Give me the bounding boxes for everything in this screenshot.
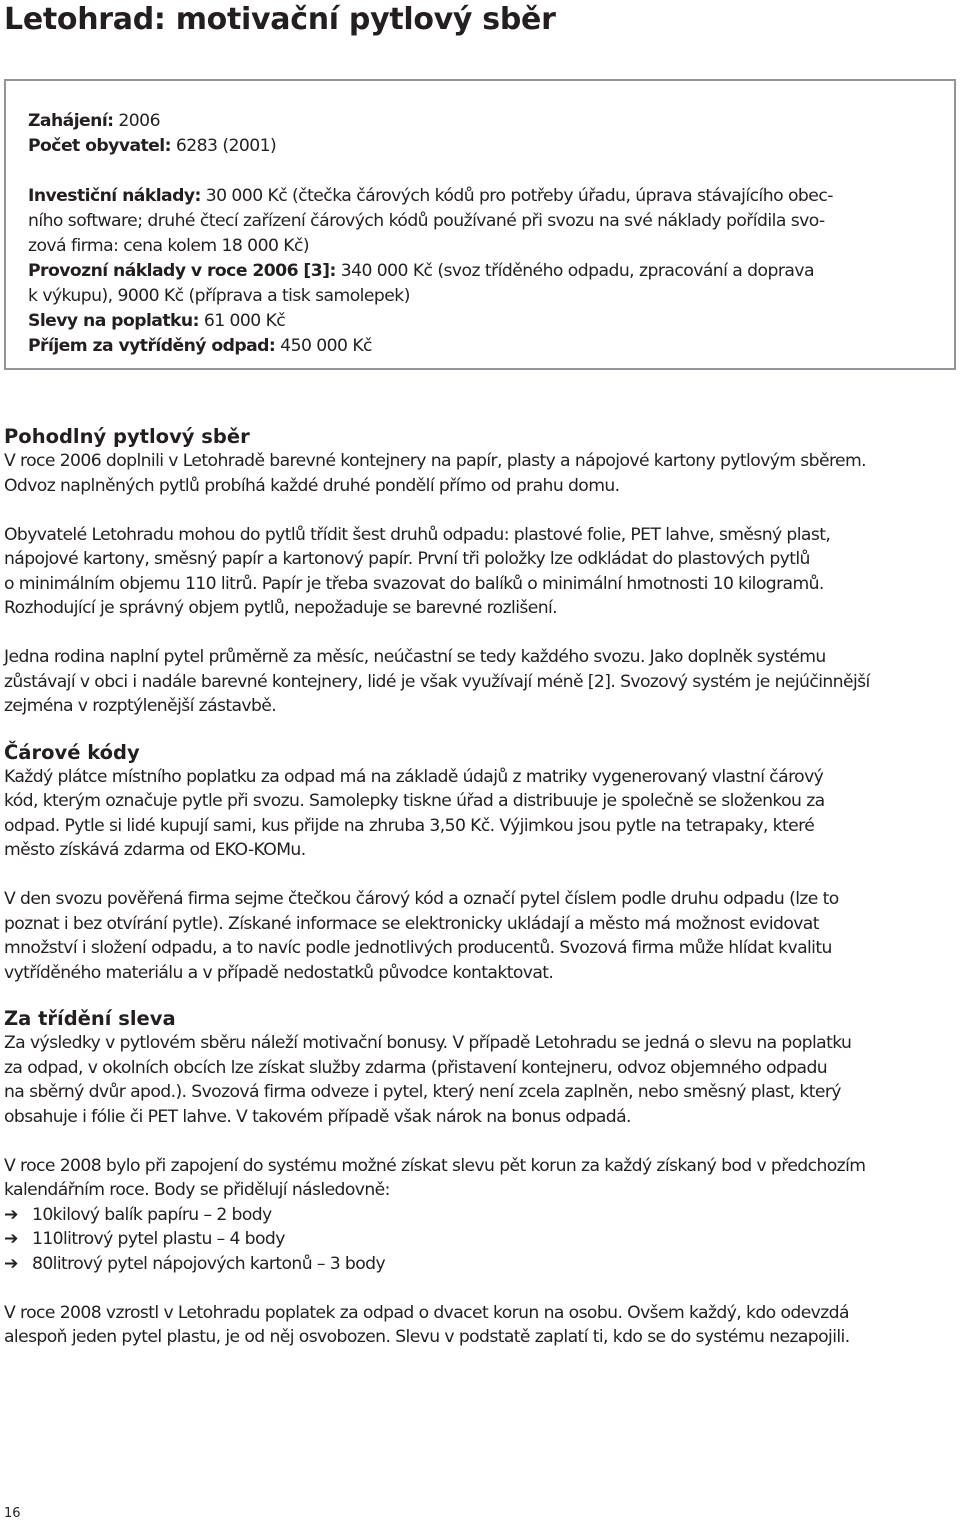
pohodlny-p2-line-2: nápojové kartony, směsný papír a kartonový papír. První tři položky lze odkládat do plastových pytlů bbox=[4, 549, 810, 569]
carove-p1-line-2: kód, kterým označuje pytle při svozu. Samolepky tiskne úřad a distribuuje je společně se složenkou za bbox=[4, 791, 825, 811]
start-label: Zahájení: bbox=[28, 111, 114, 131]
investment-line-1 bbox=[28, 184, 932, 209]
sleva-p2-line-1: V roce 2008 bylo při zapojení do systému možné získat slevu pět korun za každý získaný bod v předchozím bbox=[4, 1155, 866, 1176]
article-body bbox=[4, 424, 958, 1350]
investment-line-3: zová firma: cena kolem 18 000 Kč) bbox=[28, 236, 310, 256]
sleva-p3-line-1: V roce 2008 vzrostl v Letohradu poplatek za odpad o dvacet korun na osobu. Ovšem každý, kdo odevzdá bbox=[4, 1302, 849, 1323]
discount-line bbox=[28, 309, 932, 334]
page-number: 16 bbox=[4, 1506, 21, 1521]
income-line bbox=[28, 334, 932, 359]
fact-box bbox=[4, 79, 956, 370]
operating-value-1: 340 000 Kč (svoz tříděného odpadu, zpracování a doprava bbox=[335, 261, 814, 281]
pohodlny-p3-line-2: zůstávají v obci i nadále barevné kontejnery, lidé je však využívají méně [2]. Svozový systém je nejúčinnější bbox=[4, 671, 870, 692]
pohodlny-p2-line-1: Obyvatelé Letohradu mohou do pytlů třídit šest druhů odpadu: plastové folie, PET lahve, směsný plast, bbox=[4, 524, 831, 545]
population-line bbox=[28, 134, 932, 159]
income-label: Příjem za vytříděný odpad: bbox=[28, 336, 276, 356]
carove-p2-line-4: vytříděného materiálu a v případě nedostatků původce kontaktovat. bbox=[4, 962, 554, 983]
bonus-item-text: 110litrový pytel plastu – 4 body bbox=[32, 1229, 285, 1249]
sleva-p1-line-1: Za výsledky v pytlovém sběru náleží motivační bonusy. V případě Letohradu se jedná o slevu na poplatku bbox=[4, 1033, 852, 1053]
operating-line-1 bbox=[28, 259, 932, 284]
carove-p1-line-3: odpad. Pytle si lidé kupují sami, kus přijde na zhruba 3,50 Kč. Výjimkou jsou pytle na tetrapaky, které bbox=[4, 815, 815, 836]
carove-p1-line-4: město získává zdarma od EKO-KOMu. bbox=[4, 840, 306, 860]
heading-pohodlny: Pohodlný pytlový sběr bbox=[4, 425, 250, 448]
arrow-right-icon: ➔ bbox=[4, 1204, 18, 1225]
pohodlny-p3-line-1: Jedna rodina naplní pytel průměrně za měsíc, neúčastní se tedy každého svozu. Jako doplněk systému bbox=[4, 647, 826, 667]
income-value: 450 000 Kč bbox=[275, 336, 372, 356]
bonus-list-item bbox=[4, 1252, 958, 1277]
sleva-p1-line-2: za odpad, v okolních obcích lze získat služby zdarma (přistavení kontejneru, odvoz objemného odpadu bbox=[4, 1057, 828, 1078]
carove-p1-line-1: Každý plátce místního poplatku za odpad má na základě údajů z matriky vygenerovaný vlastní čárový bbox=[4, 766, 824, 787]
arrow-right-icon: ➔ bbox=[4, 1253, 18, 1274]
discount-value: 61 000 Kč bbox=[198, 311, 286, 331]
population-value: 6283 (2001) bbox=[170, 136, 277, 156]
bonus-item-text: 80litrový pytel nápojových kartonů – 3 body bbox=[32, 1253, 386, 1274]
pohodlny-p2-line-4: Rozhodující je správný objem pytlů, nepožaduje se barevné rozlišení. bbox=[4, 598, 558, 618]
population-label: Počet obyvatel: bbox=[28, 136, 171, 156]
heading-carove-kody: Čárové kódy bbox=[4, 740, 140, 764]
bonus-list bbox=[4, 1203, 958, 1277]
sleva-p1-line-3: na sběrný dvůr apod.). Svozová firma odveze i pytel, který není zcela zaplněn, nebo směsný plast, který bbox=[4, 1082, 841, 1102]
operating-line-2: k výkupu), 9000 Kč (příprava a tisk samolepek) bbox=[28, 286, 410, 306]
pohodlny-p1-line-2: Odvoz naplněných pytlů probíhá každé druhé pondělí přímo od prahu domu. bbox=[4, 475, 620, 496]
sleva-p3-line-2-tail: Slevu v podstatě zaplatí ti, kdo se do systému nezapojili. bbox=[395, 1327, 850, 1347]
start-line bbox=[28, 109, 932, 134]
start-value: 2006 bbox=[113, 111, 160, 131]
investment-value-1: 30 000 Kč (čtečka čárových kódů pro potřeby úřadu, úprava stávajícího obec- bbox=[200, 186, 833, 206]
bonus-list-item bbox=[4, 1227, 958, 1252]
bonus-item-text: 10kilový balík papíru – 2 body bbox=[32, 1204, 272, 1225]
investment-label: Investiční náklady: bbox=[28, 186, 201, 206]
sleva-p1-line-4: obsahuje i fólie či PET lahve. V takovém případě však nárok na bonus odpadá. bbox=[4, 1106, 631, 1127]
carove-p2-line-1: V den svozu pověřená firma sejme čtečkou čárový kód a označí pytel číslem podle druhu odpadu (lze to bbox=[4, 889, 839, 909]
carove-p2-line-3: množství i složení odpadu, a to navíc podle jednotlivých producentů. Svozová firma může hlídat kvalitu bbox=[4, 938, 832, 958]
sleva-p2-line-2: kalendářním roce. Body se přidělují následovně: bbox=[4, 1180, 390, 1200]
pohodlny-p3-line-3: zejména v rozptýlenější zástavbě. bbox=[4, 696, 277, 716]
pohodlny-p2-line-3: o minimálním objemu 110 litrů. Papír je třeba svazovat do balíků o minimální hmotnosti 10 kilogramů. bbox=[4, 573, 824, 594]
discount-label: Slevy na poplatku: bbox=[28, 311, 199, 331]
bonus-list-item bbox=[4, 1203, 958, 1228]
pohodlny-p1-line-1: V roce 2006 doplnili v Letohradě barevné kontejnery na papír, plasty a nápojové kartony pytlovým sběrem. bbox=[4, 451, 867, 471]
operating-label: Provozní náklady v roce 2006 [3]: bbox=[28, 261, 336, 281]
sleva-p3-line-2-head: alespoň jeden pytel plastu, je od něj osvobozen. bbox=[4, 1327, 391, 1347]
page-title: Letohrad: motivační pytlový sběr bbox=[4, 2, 556, 37]
heading-za-trideni-sleva: Za třídění sleva bbox=[4, 1007, 176, 1030]
carove-p2-line-2: poznat i bez otvírání pytle). Získané informace se elektronicky ukládají a město má možnost evidovat bbox=[4, 913, 819, 934]
sleva-p3-line-2 bbox=[4, 1325, 958, 1350]
arrow-right-icon: ➔ bbox=[4, 1229, 18, 1249]
investment-line-2: ního software; druhé čtecí zařízení čárových kódů používané při svozu na své náklady pořídila svo- bbox=[28, 211, 825, 231]
